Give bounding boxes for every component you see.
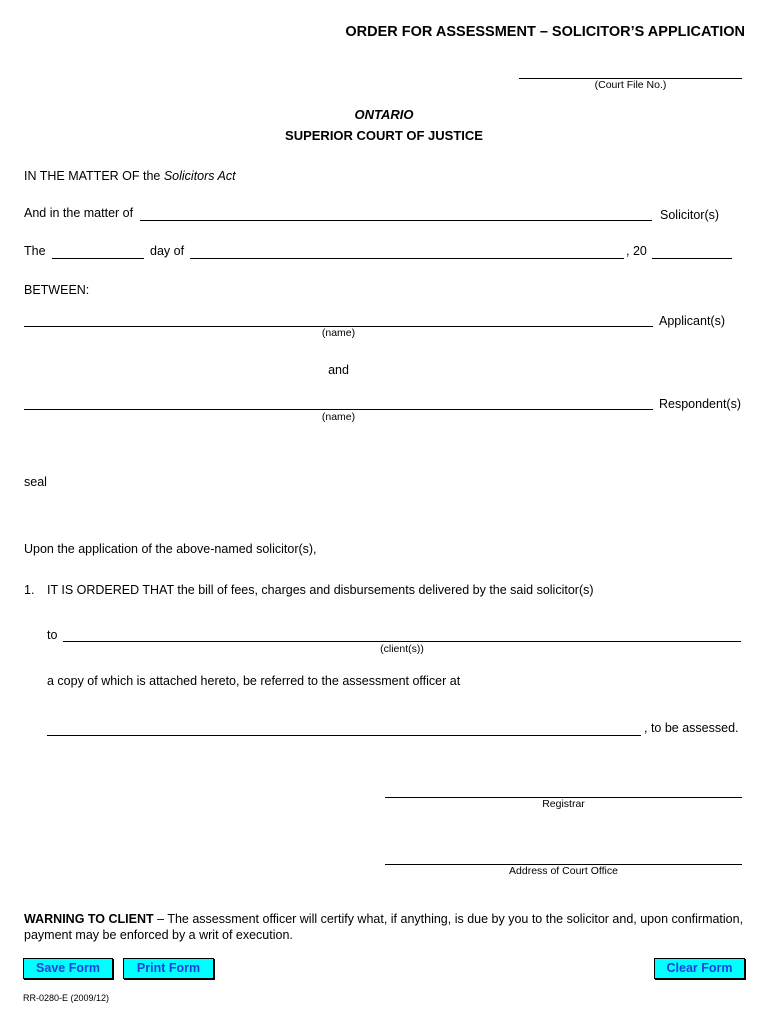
and-label: and — [328, 363, 349, 377]
solicitor-role-label: Solicitor(s) — [660, 208, 720, 222]
save-form-button[interactable]: Save Form — [23, 958, 113, 979]
year-field[interactable] — [652, 258, 732, 259]
assessment-location-field[interactable] — [47, 735, 641, 736]
between-label: BETWEEN: — [24, 283, 90, 297]
clear-form-button[interactable]: Clear Form — [654, 958, 745, 979]
court-file-label: (Court File No.) — [594, 79, 667, 91]
matter-intro — [24, 169, 236, 183]
jurisdiction: ONTARIO — [354, 107, 414, 122]
client-name-field[interactable] — [63, 641, 741, 642]
the-label: The — [24, 244, 46, 258]
to-be-assessed-text: , to be assessed. — [644, 721, 739, 735]
seal-label: seal — [24, 475, 47, 489]
warning-to-client — [24, 911, 744, 943]
month-field[interactable] — [190, 258, 624, 259]
solicitor-name-field[interactable] — [140, 220, 652, 221]
client-caption: (client(s)) — [380, 643, 424, 655]
respondent-role-label: Respondent(s) — [659, 397, 741, 411]
warning-heading: WARNING TO CLIENT — [24, 912, 154, 926]
ordered-text: IT IS ORDERED THAT the bill of fees, charges and disbursements delivered by the said solicitor(s) — [47, 583, 594, 597]
upon-application-text: Upon the application of the above-named solicitor(s), — [24, 542, 317, 556]
respondent-name-caption: (name) — [321, 411, 356, 423]
item-number: 1. — [24, 583, 35, 597]
act-name: Solicitors Act — [163, 169, 236, 183]
year-prefix-label: , 20 — [626, 244, 647, 258]
court-office-address-label: Address of Court Office — [509, 865, 618, 877]
to-label: to — [47, 628, 58, 642]
applicant-name-caption: (name) — [321, 327, 356, 339]
matter-intro-prefix: IN THE MATTER OF the — [24, 169, 164, 183]
form-title: ORDER FOR ASSESSMENT – SOLICITOR’S APPLICATION — [345, 24, 745, 40]
day-of-label: day of — [150, 244, 185, 258]
court-name: SUPERIOR COURT OF JUSTICE — [285, 128, 483, 143]
and-in-matter-label: And in the matter of — [24, 206, 134, 220]
applicant-role-label: Applicant(s) — [659, 314, 725, 328]
copy-text: a copy of which is attached hereto, be referred to the assessment officer at — [47, 674, 461, 688]
respondent-name-field[interactable] — [24, 409, 653, 410]
registrar-label: Registrar — [542, 798, 585, 810]
day-field[interactable] — [52, 258, 144, 259]
print-form-button[interactable]: Print Form — [123, 958, 214, 979]
form-code: RR-0280-E (2009/12) — [23, 993, 110, 1003]
warning-text: – The assessment officer will certify what, if anything, is due by you to the solicitor and, upon confirmation, payment may be enforced by a writ of execution. — [24, 912, 744, 942]
